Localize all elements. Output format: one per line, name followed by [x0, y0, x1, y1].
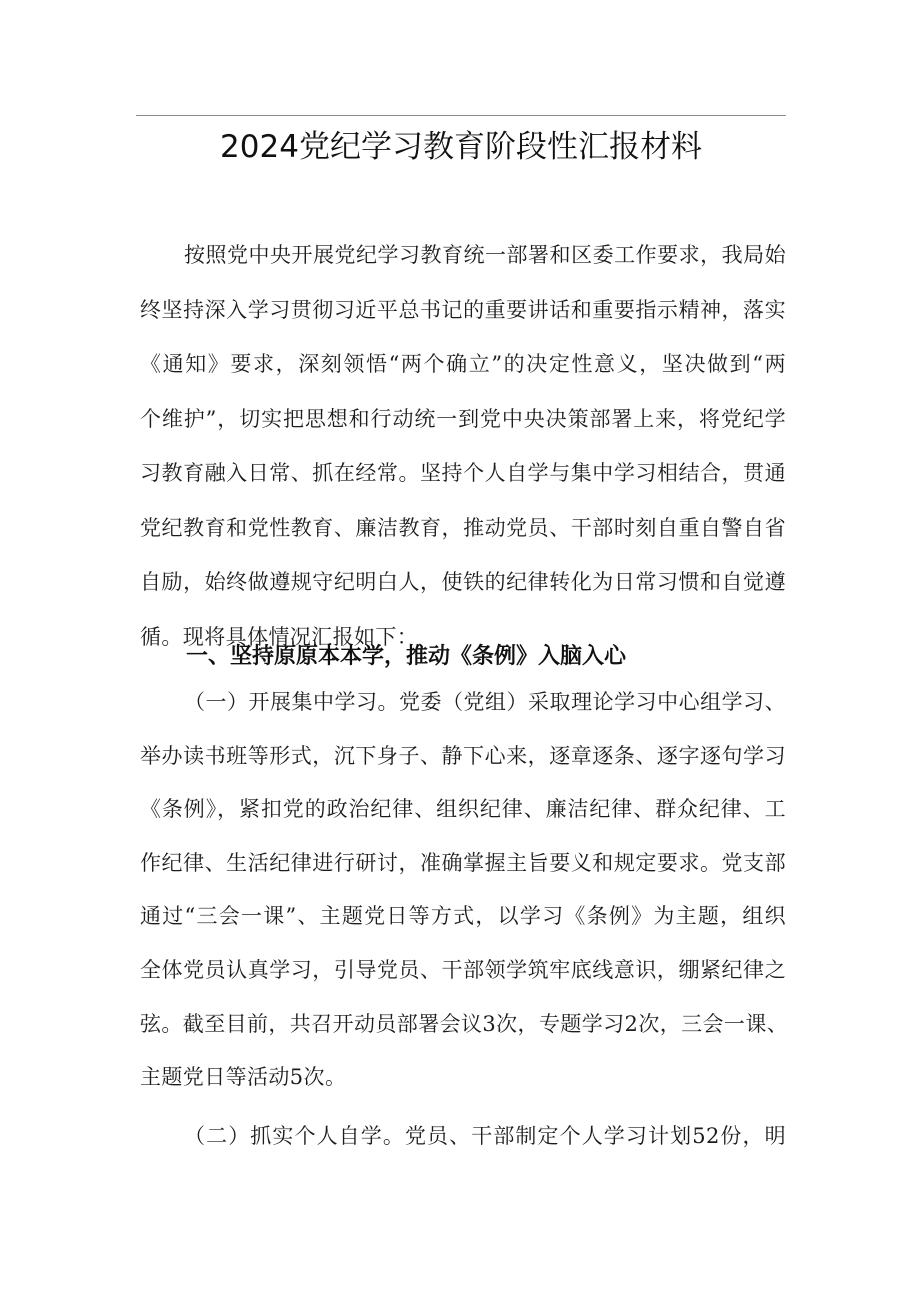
paragraph-line: 《通知》要求，深刻领悟“两个确立”的决定性意义，坚决做到“两: [140, 352, 786, 376]
paragraph-line: 主题党日等活动5次。: [140, 1065, 347, 1090]
paragraph-line: 循。现将具体情况汇报如下：: [140, 624, 419, 649]
paragraph-line: 按照党中央开展党纪学习教育统一部署和区委工作要求，我局始: [184, 243, 786, 267]
section-heading: 一、坚持原原本本学，推动《条例》入脑入心: [186, 644, 627, 669]
document-title: 2024党纪学习教育阶段性汇报材料: [220, 129, 702, 165]
paragraph-line: 《条例》，紧扣党的政治纪律、组织纪律、廉洁纪律、群众纪律、工: [140, 797, 786, 822]
intro-paragraph: [140, 228, 786, 664]
header-rule: [136, 115, 786, 116]
paragraph-line: 党纪教育和党性教育、廉洁教育，推动党员、干部时刻自重自警自省: [140, 515, 786, 540]
paragraph-line: 举办读书班等形式，沉下身子、静下心来，逐章逐条、逐字逐句学习: [140, 743, 786, 768]
paragraph-line: 通过“三会一课”、主题党日等方式，以学习《条例》为主题，组织: [140, 904, 786, 929]
paragraph-line: 全体党员认真学习，引导党员、干部领学筑牢底线意识，绷紧纪律之: [140, 957, 786, 982]
paragraph-line: 个维护”，切实把思想和行动统一到党中央决策部署上来，将党纪学: [140, 406, 786, 431]
paragraph-line: （一）开展集中学习。党委（党组）采取理论学习中心组学习、: [184, 690, 786, 714]
section1-paragraph-1: [140, 676, 789, 1105]
paragraph-line: 习教育融入日常、抓在经常。坚持个人自学与集中学习相结合，贯通: [140, 461, 786, 485]
paragraph-line: 自励，始终做遵规守纪明白人，使铁的纪律转化为日常习惯和自觉遵: [140, 570, 786, 594]
paragraph-line: 作纪律、生活纪律进行研讨，准确掌握主旨要义和规定要求。党支部: [140, 850, 786, 875]
paragraph-line: 弦。截至目前，共召开动员部署会议3次，专题学习2次，三会一课、: [140, 1011, 789, 1036]
paragraph-line: （二）抓实个人自学。党员、干部制定个人学习计划52份，明: [184, 1124, 786, 1148]
paragraph-line: 终坚持深入学习贯彻习近平总书记的重要讲话和重要指示精神，落实: [140, 297, 786, 322]
section1-paragraph-2: [140, 1109, 786, 1163]
